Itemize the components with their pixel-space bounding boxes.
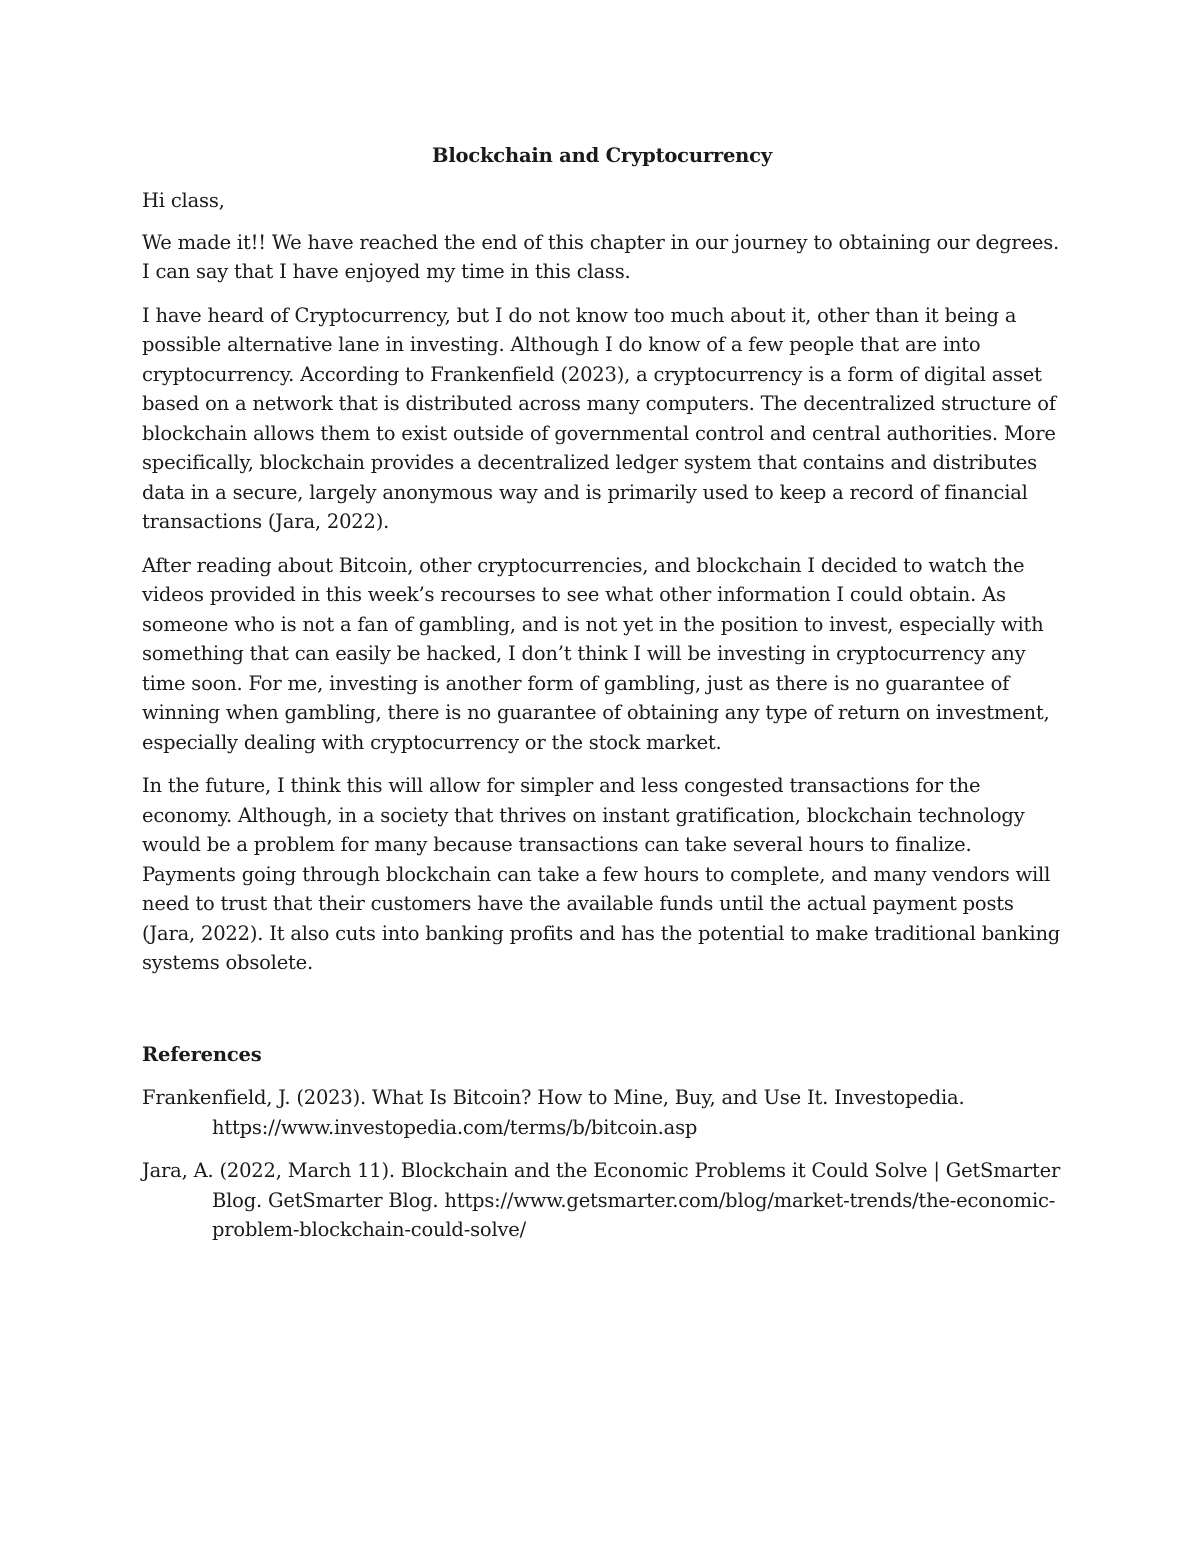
document-body [142, 140, 1062, 1259]
section-spacer [142, 992, 1062, 1040]
paragraph-intro: We made it!! We have reached the end of this chapter in our journey to obtaining our degrees. I can say that I have enjoyed my time in this class. [142, 230, 1060, 283]
greeting: Hi class, [142, 189, 225, 212]
document-title: Blockchain and Cryptocurrency [432, 144, 772, 167]
paragraph-future: In the future, I think this will allow for simpler and less congested transactions for the economy. Although, in a society that thrives on instant gratification, blockchain technology would be a problem for many because transactions can take several hours to finalize. Payments going through blockchain can take a few hours to complete, and many vendors will need to trust that their customers have the available funds until the actual payment posts (Jara, 2022). It also cuts into banking profits and has the potential to make traditional banking systems obsolete. [142, 774, 1061, 974]
paragraph-opinion: After reading about Bitcoin, other cryptocurrencies, and blockchain I decided to watch the videos provided in this week’s recourses to see what other information I could obtain. As someone who is not a fan of gambling, and is not yet in the position to invest, especially with something that can easily be hacked, I don’t think I will be investing in cryptocurrency any time soon. For me, investing is another form of gambling, just as there is no guarantee of winning when gambling, there is no guarantee of obtaining any type of return on investment, especially dealing with cryptocurrency or the stock market. [142, 553, 1050, 754]
reference-entry-frankenfield: Frankenfield, J. (2023). What Is Bitcoin? How to Mine, Buy, and Use It. Investopedia. https://www.investopedia.com/terms/b/bitcoin.asp [142, 1086, 965, 1139]
references-heading: References [142, 1042, 262, 1066]
reference-entry-jara: Jara, A. (2022, March 11). Blockchain and the Economic Problems it Could Solve | GetSmarter Blog. GetSmarter Blog. https://www.getsmarter.com/blog/market-trends/the-economic-problem-blockchain-could-solve/ [142, 1159, 1061, 1241]
paragraph-definition: I have heard of Cryptocurrency, but I do not know too much about it, other than it being a possible alternative lane in investing. Although I do know of a few people that are into cryptocurrency. According to Frankenfield (2023), a cryptocurrency is a form of digital asset based on a network that is distributed across many computers. The decentralized structure of blockchain allows them to exist outside of governmental control and central authorities. More specifically, blockchain provides a decentralized ledger system that contains and distributes data in a secure, largely anonymous way and is primarily used to keep a record of financial transactions (Jara, 2022). [142, 303, 1056, 533]
